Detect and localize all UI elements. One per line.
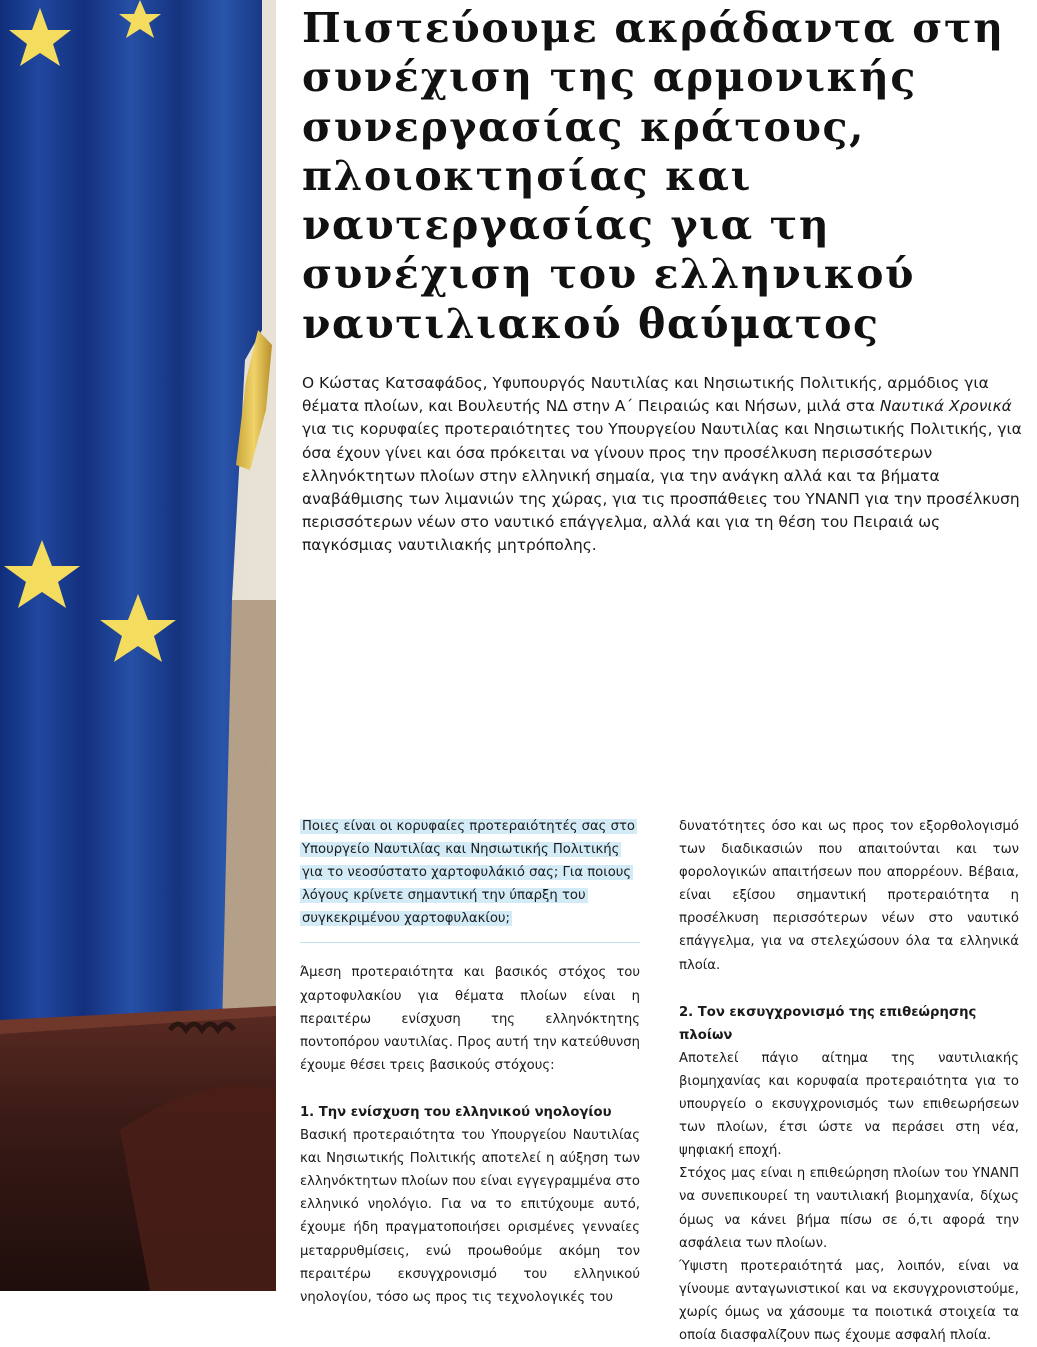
section-2-paragraph-2: Στόχος μας είναι η επιθεώρηση πλοίων του ΥΝΑΝΠ να συνεπικουρεί τη ναυτιλιακή βιομηχανία, δίχως όμως να κάνει βήμα πίσω σε ό,τι αφορά την ασφάλεια των πλοίων. (679, 1166, 1019, 1251)
right-column (679, 815, 1019, 1347)
section-2-paragraph-3: Ύψιστη προτεραιότητά μας, λοιπόν, είναι να γίνουμε ανταγωνιστικοί και να εκσυγχρονιστούμε, χωρίς όμως να χάσουμε τα ποιοτικά στοιχεία τα οποία διασφαλίζουν πως έχουμε ασφαλή πλοία. (679, 1258, 1019, 1343)
article-lead (302, 372, 1027, 558)
answer-intro: Άμεση προτεραιότητα και βασικός στόχος του χαρτοφυλακίου για θέματα πλοίων είναι η περαιτέρω ενίσχυση της ελληνόκτητης ποντοπόρου ναυτιλίας. Προς αυτή την κατεύθυνση έχουμε θέσει τρεις βασικούς στόχους: (300, 965, 640, 1073)
section-2-title: 2. Τον εκσυγχρονισμό της επιθεώρησης πλοίων (679, 1004, 977, 1043)
article-headline: Πιστεύουμε ακράδαντα στη συνέχιση της αρμονικής συνεργασίας κράτους, πλοιοκτησίας και ναυτεργασίας για τη συνέχιση του ελληνικού ναυτιλιακού θαύματος (302, 4, 1005, 348)
lead-magazine-name: Ναυτικά Χρονικά (879, 397, 1012, 416)
continuation-text: δυνατότητες όσο και ως προς τον εξορθολογισμό των διαδικασιών που απαιτούνται και των φορολογικών απαιτήσεων που απορρέουν. Βέβαια, είναι εξίσου σημαντική προτεραιότητα η προσέλκυση περισσότερων νέων στο ναυτικό επάγγελμα, για να στελεχώσουν όλα τα ελληνικά πλοία. (679, 819, 1019, 973)
lead-text-end: για τις κορυφαίες προτεραιότητες του Υπουργείου Ναυτιλίας και Νησιωτικής Πολιτικής, για όσα έχουν γίνει και όσα πρόκειται να γίνουν προς την προσέλκυση περισσότερων ελληνόκτητων πλοίων στην ελληνική σημαία, για την ανάγκη αλλά και τα βήματα αναβάθμισης των λιμανιών της χώρας, για τις προσπάθειες του ΥΝΑΝΠ για την προσέλκυση περισσότερων νέων στο ναυτικό επάγγελμα, αλλά και για τη θέση του Πειραιά ως παγκόσμιας ναυτιλιακής μητρόπολης. (302, 420, 1022, 555)
left-column (300, 815, 640, 1309)
section-1-title: 1. Την ενίσχυση του ελληνικού νηολογίου (300, 1104, 612, 1120)
section-2-paragraph-1: Αποτελεί πάγιο αίτημα της ναυτιλιακής βιομηχανίας και κορυφαία προτεραιότητα για το υπουργείο ο εκσυγχρονισμός των επιθεωρήσεων των πλοίων, έτσι ώστε να περάσει στη νέα, ψηφιακή εποχή. (679, 1050, 1019, 1159)
lead-text-start: Ο Κώστας Κατσαφάδος, Υφυπουργός Ναυτιλίας και Νησιωτικής Πολιτικής, αρμόδιος για θέματα πλοίων, και Βουλευτής ΝΔ στην Α΄ Πειραιώς και Νήσων, μιλά στα (302, 374, 989, 416)
question-text: Ποιες είναι οι κορυφαίες προτεραιότητές σας στο Υπουργείο Ναυτιλίας και Νησιωτικής Πολιτικής για το νεοσύστατο χαρτοφυλάκιό σας; Για ποιους λόγους κρίνετε σημαντική την ύπαρξη του συγκεκριμένου χαρτοφυλακίου; (302, 819, 635, 927)
flag-photo (0, 0, 276, 1291)
section-1-text: Βασική προτεραιότητα του Υπουργείου Ναυτιλίας και Νησιωτικής Πολιτικής αποτελεί η αύξηση των ελληνόκτητων πλοίων που είναι εγγεγραμμένα στο ελληνικό νηολόγιο. Για να το επιτύχουμε αυτό, έχουμε ήδη πραγματοποιήσει ορισμένες γενναίες μεταρρυθμίσεις, ενώ προωθούμε ακόμη τον περαιτέρω εκσυγχρονισμό του ελληνικού νηολογίου, τόσο ως προς τις τεχνολογικές του (300, 1128, 640, 1305)
interview-question (300, 815, 640, 943)
